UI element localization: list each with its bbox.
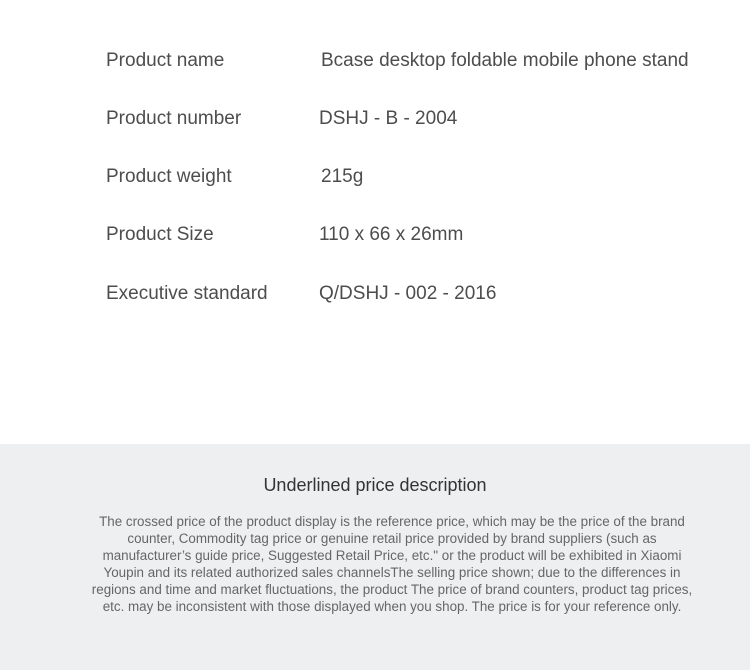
- spec-value: DSHJ - B - 2004: [319, 108, 458, 129]
- spec-row-product-number: [0, 104, 750, 134]
- spec-label: Executive standard: [106, 283, 268, 304]
- spec-value: Q/DSHJ - 002 - 2016: [319, 283, 497, 304]
- spec-value: 110 x 66 x 26mm: [319, 224, 464, 245]
- spec-value: 215g: [321, 166, 364, 187]
- spec-label: Product name: [106, 50, 225, 71]
- price-description-section: [0, 444, 750, 670]
- spec-row-product-name: [0, 46, 750, 76]
- spec-row-product-weight: [0, 162, 750, 192]
- spec-value: Bcase desktop foldable mobile phone stand: [321, 50, 689, 71]
- spec-label: Product Size: [106, 224, 214, 245]
- price-description-text: The crossed price of the product display is the reference price, which may be the price of the brand counter, Commodity tag price or genuine retail price provided by brand suppliers (such as manufacturer’s guide price, Suggested Retail Price, etc." or the product will be exhibited in Xiaomi Youpin and its related authorized sales channelsThe selling price shown; due to the differences in regions and time and market fluctuations, the product The price of brand counters, product tag prices, etc. may be inconsistent with those displayed when you shop. The price is for your reference only.: [91, 514, 693, 614]
- spec-row-product-size: [0, 220, 750, 250]
- spec-label: Product number: [106, 108, 242, 129]
- spec-row-executive-standard: [0, 279, 750, 309]
- price-description-title: Underlined price description: [263, 475, 487, 495]
- spec-label: Product weight: [106, 166, 232, 187]
